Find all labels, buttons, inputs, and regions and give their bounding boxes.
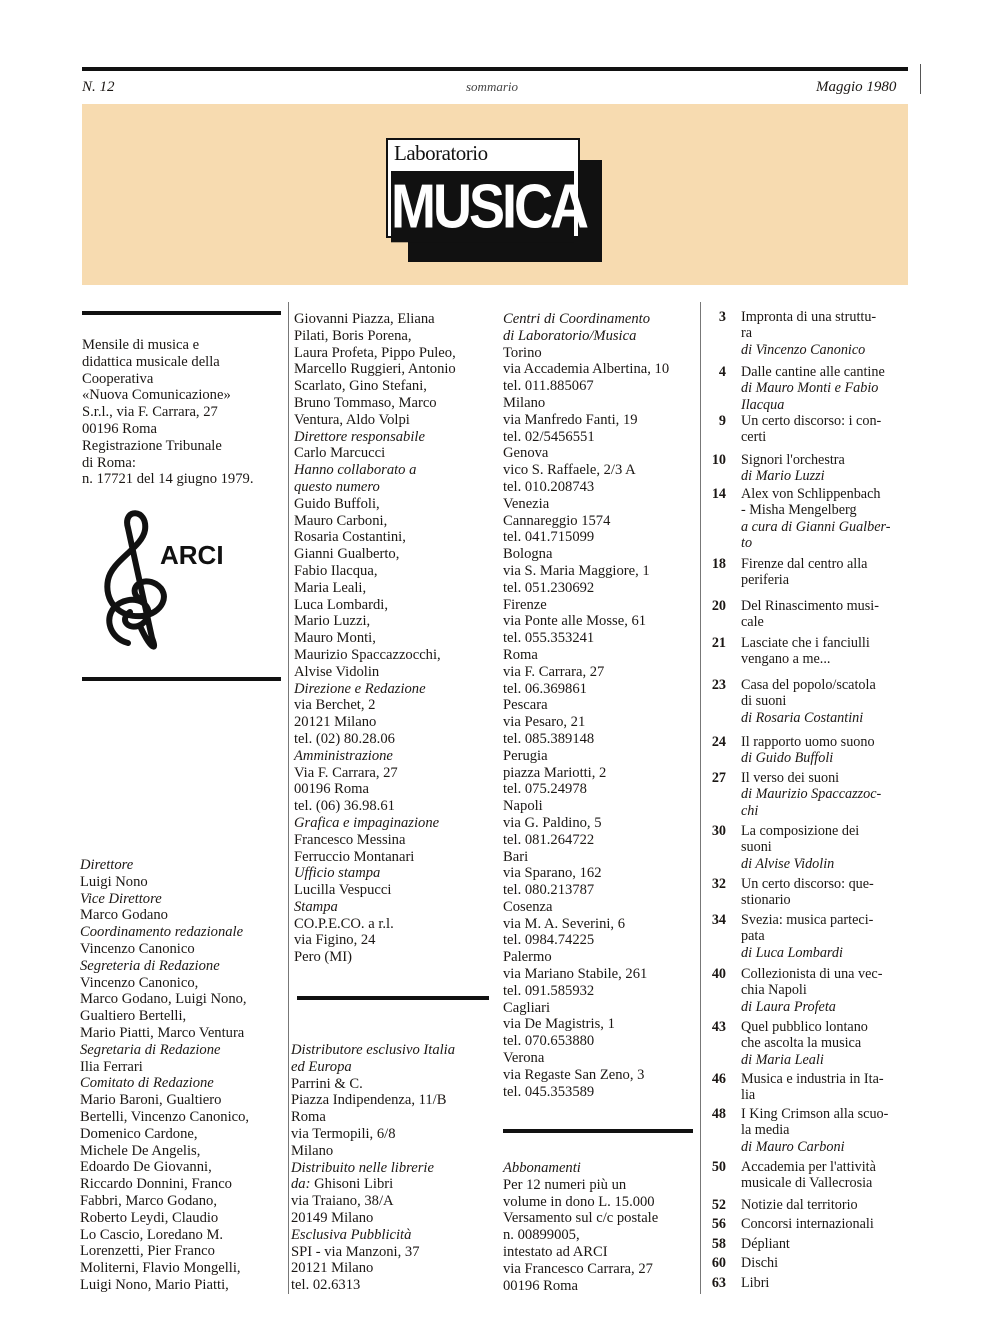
text-line: Cagliari xyxy=(503,999,551,1016)
text-line: tel. 091.585932 xyxy=(503,982,595,999)
text-line: Roma xyxy=(291,1109,326,1126)
text-line: Milano xyxy=(503,394,546,411)
toc-title xyxy=(741,1275,911,1291)
text-line: tel. 045.353589 xyxy=(503,1083,595,1100)
toc-author-line: Ilacqua xyxy=(741,396,785,413)
text-line: Mauro Monti, xyxy=(294,630,376,647)
toc-title-line: Il verso dei suoni xyxy=(741,770,840,786)
text-line: Marco Godano xyxy=(80,907,168,924)
section-label: Amministrazione xyxy=(294,747,393,764)
toc-page-number: 32 xyxy=(711,876,726,892)
text-line: Lorenzetti, Pier Franco xyxy=(80,1243,215,1260)
section-label: Ufficio stampa xyxy=(294,865,381,882)
text-line: via S. Maria Maggiore, 1 xyxy=(503,562,650,579)
section-label: Segretaria di Redazione xyxy=(80,1041,221,1058)
toc-title-line: I King Crimson alla scuo- xyxy=(741,1106,889,1122)
text-line: Scarlato, Gino Stefani, xyxy=(294,378,427,395)
toc-title-line: Libri xyxy=(741,1275,770,1291)
toc-title-line: suoni xyxy=(741,839,772,856)
toc-author-line: to xyxy=(741,535,753,552)
toc-title-line: di suoni xyxy=(741,693,787,710)
text-line: Luigi Nono, Mario Piatti, xyxy=(80,1276,229,1293)
toc-page-number: 24 xyxy=(711,734,726,750)
text-line: Alvise Vidolin xyxy=(294,663,380,680)
toc-page-number: 14 xyxy=(711,486,726,502)
toc-page-number: 56 xyxy=(711,1216,726,1232)
text-line: via Figino, 24 xyxy=(294,932,376,949)
text-line: volume in dono L. 15.000 xyxy=(503,1193,655,1210)
text-line: tel. 055.353241 xyxy=(503,630,595,647)
toc-title-line: lia xyxy=(741,1087,756,1104)
toc-author-line: di Alvise Vidolin xyxy=(741,855,835,872)
toc-title-line: Signori l'orchestra xyxy=(741,452,845,468)
toc-title-line: che ascolta la musica xyxy=(741,1035,862,1052)
text-line: Laura Profeta, Pippo Puleo, xyxy=(294,344,456,361)
toc-title-line: Il rapporto uomo suono xyxy=(741,734,875,750)
section-label: Direttore responsabile xyxy=(294,428,425,445)
section-label: ed Europa xyxy=(291,1058,352,1075)
text-line: «Nuova Comunicazione» xyxy=(82,387,231,404)
toc-title xyxy=(741,1159,911,1192)
toc-page-number: 21 xyxy=(711,635,726,651)
toc-author-line: di Laura Profeta xyxy=(741,998,836,1015)
text-line: tel. 041.715099 xyxy=(503,529,595,546)
toc-title-line: - Misha Mengelberg xyxy=(741,502,857,519)
toc-title-line: vengano a me... xyxy=(741,651,831,668)
toc-title-line: Firenze dal centro alla xyxy=(741,556,868,572)
col1-mid-rule xyxy=(82,677,281,681)
text-line: Luigi Nono xyxy=(80,873,148,890)
toc-page-number: 52 xyxy=(711,1197,726,1213)
text-line: Registrazione Tribunale xyxy=(82,437,222,454)
text-line: via Ponte alle Mosse, 61 xyxy=(503,613,647,630)
text-line: via Sparano, 162 xyxy=(503,865,602,882)
text-line: didattica musicale della xyxy=(82,353,220,370)
text-line: Guido Buffoli, xyxy=(294,495,380,512)
header-banner xyxy=(82,104,908,285)
text-line: Domenico Cardone, xyxy=(80,1125,198,1142)
text-line: Palermo xyxy=(503,949,552,966)
toc-title xyxy=(741,364,911,413)
toc-author-line: chi xyxy=(741,802,759,819)
text-line: Ferruccio Montanari xyxy=(294,848,415,865)
text-line: Marco Godano, Luigi Nono, xyxy=(80,991,247,1008)
toc-title xyxy=(741,486,911,552)
text-line: Maria Leali, xyxy=(294,579,367,596)
toc-page-number: 18 xyxy=(711,556,726,572)
text-line: Lo Cascio, Loredano M. xyxy=(80,1226,224,1243)
toc-page-number: 58 xyxy=(711,1236,726,1252)
text-line: Venezia xyxy=(503,495,550,512)
toc-title-line: periferia xyxy=(741,572,790,589)
text-line: Mario Baroni, Gualtiero xyxy=(80,1092,222,1109)
col1-top-rule xyxy=(82,311,281,315)
text-line: via Accademia Albertina, 10 xyxy=(503,361,670,378)
contributors-list xyxy=(294,311,456,966)
toc-title-line: Notizie dal territorio xyxy=(741,1197,858,1213)
toc-author-line: a cura di Gianni Gualber- xyxy=(741,518,891,535)
text-line: via Berchet, 2 xyxy=(294,697,376,714)
text-line: Bertelli, Vincenzo Canonico, xyxy=(80,1108,250,1125)
text-line: tel. 06.369861 xyxy=(503,680,587,697)
arci-logo xyxy=(100,508,230,658)
text-line: Mensile di musica e xyxy=(82,337,200,353)
section-label: Grafica e impaginazione xyxy=(294,814,440,831)
logo-main-text: MUSICA xyxy=(391,172,586,242)
text-line: via De Magistris, 1 xyxy=(503,1016,615,1033)
text-line: Rosaria Costantini, xyxy=(294,529,406,546)
toc-title-line: Accademia per l'attività xyxy=(741,1159,876,1175)
text-line: Versamento sul c/c postale xyxy=(503,1210,659,1227)
section-label: Direzione e Redazione xyxy=(294,680,426,697)
toc-title xyxy=(741,635,911,668)
text-line: 20149 Milano xyxy=(291,1209,374,1226)
toc-author-line: di Luca Lombardi xyxy=(741,944,843,961)
subscription-info xyxy=(503,1160,658,1294)
text-line: 00196 Roma xyxy=(82,420,157,437)
toc-left-rule xyxy=(700,302,701,1294)
toc-title-line: Lasciate che i fanciulli xyxy=(741,635,870,651)
text-line: Luca Lombardi, xyxy=(294,596,389,613)
text-line: via Manfredo Fanti, 19 xyxy=(503,411,638,428)
text-line: Napoli xyxy=(503,798,543,815)
text-line: tel. 051.230692 xyxy=(503,579,595,596)
toc-title-line: Casa del popolo/scatola xyxy=(741,677,876,693)
toc-author-line: di Mauro Monti e Fabio xyxy=(741,380,879,397)
text-line: Milano xyxy=(291,1142,334,1159)
text-line: via Francesco Carrara, 27 xyxy=(503,1260,653,1277)
toc-title xyxy=(741,677,911,726)
section-label: di Laboratorio/Musica xyxy=(503,327,637,344)
logo-top-text: Laboratorio xyxy=(394,141,488,165)
text-line: Mario Piatti, Marco Ventura xyxy=(80,1024,245,1041)
toc-title-line: Impronta di una struttu- xyxy=(741,309,877,325)
issue-date: Maggio 1980 xyxy=(816,79,897,95)
distribution-info xyxy=(291,1042,455,1294)
text-line: via Mariano Stabile, 261 xyxy=(503,966,648,983)
text-line: tel. 0984.74225 xyxy=(503,932,595,949)
text-line: tel. (06) 36.98.61 xyxy=(294,798,395,815)
text-line: via Termopili, 6/8 xyxy=(291,1125,396,1142)
section-label: Vice Direttore xyxy=(80,890,162,907)
publisher-info xyxy=(82,337,253,488)
text-line: Cooperativa xyxy=(82,370,154,387)
text-line: n. 00899005, xyxy=(503,1227,580,1244)
toc-title xyxy=(741,598,911,631)
text-line: tel. (02) 80.28.06 xyxy=(294,730,395,747)
toc-author-line: di Rosaria Costantini xyxy=(741,709,864,726)
text-line: Pilati, Boris Porena, xyxy=(294,327,412,344)
text-line: Torino xyxy=(503,344,542,361)
text-line: tel. 02/5456551 xyxy=(503,428,595,445)
toc-title-line: Concorsi internazionali xyxy=(741,1216,874,1232)
text-line: Pero (MI) xyxy=(294,949,352,966)
toc-title-line: Un certo discorso: que- xyxy=(741,876,874,892)
section-label: Hanno collaborato a xyxy=(294,462,417,479)
text-line: Gianni Gualberto, xyxy=(294,546,400,563)
text-line: n. 17721 del 14 giugno 1979. xyxy=(82,471,254,488)
text-line: tel. 070.653880 xyxy=(503,1033,595,1050)
toc-title-line: Svezia: musica parteci- xyxy=(741,912,874,928)
section-label: questo numero xyxy=(294,478,380,495)
text-line: S.r.l., via F. Carrara, 27 xyxy=(82,404,218,421)
text-line: Ilia Ferrari xyxy=(80,1058,143,1075)
toc-page-number: 43 xyxy=(711,1019,726,1035)
toc-page-number: 9 xyxy=(718,413,726,429)
toc-title-line: Del Rinascimento musi- xyxy=(741,598,879,614)
arci-logo-text: ARCI xyxy=(160,540,224,570)
toc-title-line: la media xyxy=(741,1122,790,1139)
toc-title-line: Un certo discorso: i con- xyxy=(741,413,882,429)
text-line: intestato ad ARCI xyxy=(503,1243,608,1260)
coordination-centers xyxy=(503,311,669,1100)
toc-page-number: 63 xyxy=(711,1275,726,1291)
text-line: via G. Paldino, 5 xyxy=(503,814,602,831)
text-line: Maurizio Spaccazzocchi, xyxy=(294,646,441,663)
text-line: Genova xyxy=(503,445,549,462)
text-line: via F. Carrara, 27 xyxy=(503,663,605,680)
toc-title-line: Collezionista di una vec- xyxy=(741,966,883,982)
section-label: Esclusiva Pubblicità xyxy=(291,1226,412,1243)
col2-left-rule xyxy=(288,302,289,1294)
text-line: Ventura, Aldo Volpi xyxy=(294,411,410,428)
section-title: sommario xyxy=(466,79,519,94)
toc-title-line: pata xyxy=(741,928,765,945)
text-line: CO.P.E.CO. a r.l. xyxy=(294,915,394,932)
toc-page-number: 4 xyxy=(718,364,726,380)
text-line: Per 12 numeri più un xyxy=(503,1176,627,1193)
text-line: Piazza Indipendenza, 11/B xyxy=(291,1092,447,1109)
text-line: via Regaste San Zeno, 3 xyxy=(503,1066,645,1083)
text-line: 20121 Milano xyxy=(291,1260,374,1277)
text-line: Edoardo De Giovanni, xyxy=(80,1159,212,1176)
col3-mid-rule xyxy=(503,1129,693,1133)
toc-title xyxy=(741,1197,911,1213)
text-line: Via F. Carrara, 27 xyxy=(294,764,398,781)
toc-page-number: 48 xyxy=(711,1106,726,1122)
toc-title-line: Musica e industria in Ita- xyxy=(741,1071,884,1087)
toc-author-line: di Mauro Carboni xyxy=(741,1138,845,1155)
text-line: tel. 075.24978 xyxy=(503,781,587,798)
toc-title-line: Quel pubblico lontano xyxy=(741,1019,868,1035)
toc-title-line: chia Napoli xyxy=(741,982,807,999)
toc-title xyxy=(741,1236,911,1252)
text-line: Cannareggio 1574 xyxy=(503,512,611,529)
toc-page-number: 40 xyxy=(711,966,726,982)
section-label: Comitato di Redazione xyxy=(80,1075,214,1092)
toc-title-line: Dépliant xyxy=(741,1236,790,1252)
toc-page-number: 23 xyxy=(711,677,726,693)
top-rule xyxy=(82,67,908,71)
toc-title xyxy=(741,734,911,767)
toc-title xyxy=(741,556,911,589)
toc-title-line: ra xyxy=(741,325,753,342)
text-line: Pescara xyxy=(503,697,548,714)
toc-author-line: di Maurizio Spaccazzoc- xyxy=(741,786,882,803)
section-label: Coordinamento redazionale xyxy=(80,924,244,941)
toc-title-line: musicale di Vallecrosia xyxy=(741,1175,873,1192)
text-line: Roberto Leydi, Claudio xyxy=(80,1209,219,1226)
toc-title-line: Dischi xyxy=(741,1255,779,1271)
text-line: 00196 Roma xyxy=(503,1277,578,1294)
text-line: Parrini & C. xyxy=(291,1075,363,1092)
text-line: Mauro Carboni, xyxy=(294,512,388,529)
text-line: Fabio Ilacqua, xyxy=(294,562,378,579)
toc-page-number: 34 xyxy=(711,912,726,928)
text-line: di Roma: xyxy=(82,454,136,471)
text-line: vico S. Raffaele, 2/3 A xyxy=(503,462,636,479)
section-label: Stampa xyxy=(294,898,338,915)
text-line: Perugia xyxy=(503,747,548,764)
toc-page-number: 27 xyxy=(711,770,726,786)
text-line: Roma xyxy=(503,646,538,663)
text-line: Bruno Tommaso, Marco xyxy=(294,394,437,411)
text-line: da: Ghisoni Libri xyxy=(291,1176,394,1193)
toc-title-line: certi xyxy=(741,429,767,446)
toc-title xyxy=(741,413,911,446)
toc-page-number: 46 xyxy=(711,1071,726,1087)
toc-title-line: La composizione dei xyxy=(741,823,860,839)
toc-title xyxy=(741,1071,911,1104)
text-line: tel. 085.389148 xyxy=(503,730,595,747)
col2-mid-rule xyxy=(297,996,489,1000)
text-line: Vincenzo Canonico xyxy=(80,940,195,957)
toc-title-line: Dalle cantine alle cantine xyxy=(741,364,885,380)
text-line: via Traiano, 38/A xyxy=(291,1193,394,1210)
toc-title xyxy=(741,1019,911,1068)
text-line: tel. 02.6313 xyxy=(291,1277,361,1294)
text-line: Mario Luzzi, xyxy=(294,613,371,630)
text-line: Cosenza xyxy=(503,898,553,915)
text-line: Verona xyxy=(503,1050,545,1067)
text-line: tel. 081.264722 xyxy=(503,831,595,848)
toc-author-line: di Maria Leali xyxy=(741,1051,824,1068)
text-line: Riccardo Donnini, Franco xyxy=(80,1176,232,1193)
toc-page-number: 30 xyxy=(711,823,726,839)
section-label: Abbonamenti xyxy=(503,1160,581,1176)
text-line: Michele De Angelis, xyxy=(80,1142,201,1159)
text-line: Gualtiero Bertelli, xyxy=(80,1008,187,1025)
toc-author-line: di Guido Buffoli xyxy=(741,750,834,767)
toc-title-line: Alex von Schlippenbach xyxy=(741,486,881,502)
toc-title xyxy=(741,770,911,819)
text-line: Vincenzo Canonico, xyxy=(80,974,199,991)
toc-title xyxy=(741,912,911,961)
text-line: Marcello Ruggieri, Antonio xyxy=(294,361,456,378)
toc-title xyxy=(741,452,911,485)
toc-title-line: cale xyxy=(741,614,764,631)
toc-title xyxy=(741,309,911,358)
toc-page-number: 10 xyxy=(711,452,726,468)
text-line: 00196 Roma xyxy=(294,781,369,798)
section-label: Distributore esclusivo Italia xyxy=(291,1042,456,1058)
toc-page-number: 3 xyxy=(718,309,726,325)
text-line: Bologna xyxy=(503,546,553,563)
text-line: Bari xyxy=(503,848,529,865)
toc-author-line: di Mario Luzzi xyxy=(741,468,825,485)
text-line: SPI - via Manzoni, 37 xyxy=(291,1243,420,1260)
text-line: Moliterni, Flavio Mongelli, xyxy=(80,1260,241,1277)
section-label: Distribuito nelle librerie xyxy=(291,1159,434,1176)
toc-title xyxy=(741,1216,911,1232)
toc-page-number: 20 xyxy=(711,598,726,614)
right-margin-rule xyxy=(920,64,921,94)
text-line: tel. 080.213787 xyxy=(503,882,595,899)
toc-title xyxy=(741,1106,911,1155)
section-label: Segreteria di Redazione xyxy=(80,957,220,974)
toc-page-number: 60 xyxy=(711,1255,726,1271)
text-line: via Pesaro, 21 xyxy=(503,714,586,731)
text-line: Firenze xyxy=(503,596,547,613)
text-line: tel. 010.208743 xyxy=(503,478,595,495)
text-line: tel. 011.885067 xyxy=(503,378,594,395)
toc-page-number: 50 xyxy=(711,1159,726,1175)
toc-title xyxy=(741,876,911,909)
text-line: Giovanni Piazza, Eliana xyxy=(294,311,435,327)
text-line: via M. A. Severini, 6 xyxy=(503,915,626,932)
toc-title-line: stionario xyxy=(741,892,791,909)
toc-author-line: di Vincenzo Canonico xyxy=(741,341,866,358)
section-label: Direttore xyxy=(80,857,134,873)
text-line: piazza Mariotti, 2 xyxy=(503,764,607,781)
text-line: 20121 Milano xyxy=(294,714,377,731)
text-line: Francesco Messina xyxy=(294,831,406,848)
toc-title xyxy=(741,823,911,872)
text-line: Fabbri, Marco Godano, xyxy=(80,1192,217,1209)
issue-number: N. 12 xyxy=(82,79,115,95)
section-label: Centri di Coordinamento xyxy=(503,311,651,327)
toc-title xyxy=(741,1255,911,1271)
text-line: Carlo Marcucci xyxy=(294,445,386,462)
text-line: Lucilla Vespucci xyxy=(294,882,392,899)
editorial-staff xyxy=(80,857,249,1294)
toc-title xyxy=(741,966,911,1015)
